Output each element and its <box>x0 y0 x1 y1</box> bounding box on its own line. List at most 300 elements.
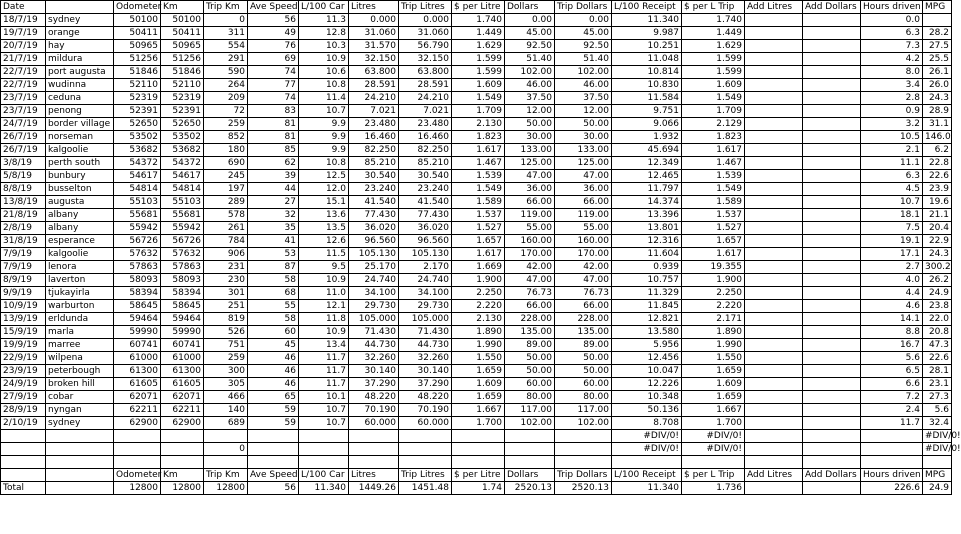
table-cell[interactable]: 230 <box>204 274 248 287</box>
table-cell[interactable]: 50.00 <box>505 365 555 378</box>
table-cell[interactable]: 89.00 <box>505 339 555 352</box>
table-cell[interactable] <box>803 209 861 222</box>
table-cell[interactable]: 2.4 <box>861 404 923 417</box>
table-cell[interactable]: 1.549 <box>452 92 505 105</box>
table-cell[interactable]: 32.260 <box>399 352 452 365</box>
table-cell[interactable]: 71.430 <box>349 326 399 339</box>
table-cell[interactable]: 1.740 <box>682 14 745 27</box>
table-cell[interactable] <box>745 352 803 365</box>
table-cell[interactable]: 6.6 <box>861 378 923 391</box>
table-cell[interactable]: 20/7/19 <box>1 40 46 53</box>
table-cell[interactable]: 1.539 <box>682 170 745 183</box>
table-cell[interactable]: 119.00 <box>505 209 555 222</box>
table-cell[interactable]: 26.2 <box>923 274 952 287</box>
column-header[interactable]: Trip Km <box>204 1 248 14</box>
table-cell[interactable]: 58645 <box>114 300 161 313</box>
total-cell[interactable]: 11.340 <box>299 482 349 495</box>
table-cell[interactable]: 2/10/19 <box>1 417 46 430</box>
table-cell[interactable]: 58394 <box>114 287 161 300</box>
table-cell[interactable]: 52319 <box>114 92 161 105</box>
table-cell[interactable]: 89.00 <box>555 339 612 352</box>
table-cell[interactable]: #DIV/0! <box>923 443 952 456</box>
table-cell[interactable]: 23/7/19 <box>1 92 46 105</box>
table-cell[interactable]: 13.396 <box>612 209 682 222</box>
table-cell[interactable]: 4.5 <box>861 183 923 196</box>
table-cell[interactable]: 22/7/19 <box>1 66 46 79</box>
table-cell[interactable]: 60741 <box>161 339 204 352</box>
column-header[interactable]: Km <box>161 1 204 14</box>
table-cell[interactable]: 1.537 <box>452 209 505 222</box>
table-cell[interactable]: 2.7 <box>861 261 923 274</box>
table-cell[interactable]: 85.210 <box>349 157 399 170</box>
table-cell[interactable]: 117.00 <box>555 404 612 417</box>
table-cell[interactable]: 50.00 <box>505 352 555 365</box>
total-cell[interactable] <box>803 482 861 495</box>
table-cell[interactable]: 77.430 <box>349 209 399 222</box>
table-cell[interactable]: 1.609 <box>452 378 505 391</box>
table-cell[interactable]: 50411 <box>114 27 161 40</box>
table-cell[interactable] <box>745 274 803 287</box>
table-cell[interactable]: 1.449 <box>452 27 505 40</box>
table-cell[interactable]: 56.790 <box>399 40 452 53</box>
table-cell[interactable] <box>803 274 861 287</box>
table-cell[interactable]: 9.751 <box>612 105 682 118</box>
table-cell[interactable]: 52110 <box>114 79 161 92</box>
table-cell[interactable]: 50411 <box>161 27 204 40</box>
table-cell[interactable]: 102.00 <box>505 417 555 430</box>
table-cell[interactable]: 22/7/19 <box>1 79 46 92</box>
table-cell[interactable] <box>745 118 803 131</box>
table-cell[interactable]: 1.599 <box>452 66 505 79</box>
total-cell[interactable]: 226.6 <box>861 482 923 495</box>
column-header[interactable]: Trip Dollars <box>555 469 612 482</box>
table-cell[interactable] <box>803 144 861 157</box>
table-cell[interactable]: 14.1 <box>861 313 923 326</box>
table-cell[interactable] <box>745 14 803 27</box>
table-cell[interactable]: 7.3 <box>861 40 923 53</box>
table-cell[interactable]: 8.8 <box>861 326 923 339</box>
table-cell[interactable]: 62071 <box>114 391 161 404</box>
table-cell[interactable]: 51.40 <box>555 53 612 66</box>
table-cell[interactable] <box>745 183 803 196</box>
column-header[interactable]: Ave Speed <box>248 469 299 482</box>
table-cell[interactable]: wudinna <box>46 79 114 92</box>
table-cell[interactable]: 0.939 <box>612 261 682 274</box>
table-cell[interactable]: 10.3 <box>299 40 349 53</box>
table-cell[interactable]: peterbough <box>46 365 114 378</box>
table-cell[interactable]: 10.8 <box>299 79 349 92</box>
table-cell[interactable]: 81 <box>248 118 299 131</box>
table-cell[interactable]: 70.190 <box>399 404 452 417</box>
table-cell[interactable]: 1.709 <box>682 105 745 118</box>
table-cell[interactable]: penong <box>46 105 114 118</box>
table-cell[interactable]: 57632 <box>114 248 161 261</box>
table-cell[interactable]: 10/9/19 <box>1 300 46 313</box>
table-cell[interactable]: 23/7/19 <box>1 105 46 118</box>
table-cell[interactable]: 1.657 <box>682 235 745 248</box>
table-cell[interactable]: 1.467 <box>682 157 745 170</box>
table-cell[interactable] <box>555 430 612 443</box>
table-cell[interactable]: 1.617 <box>452 144 505 157</box>
total-cell[interactable] <box>46 482 114 495</box>
table-cell[interactable]: 13/8/19 <box>1 196 46 209</box>
table-cell[interactable]: 311 <box>204 27 248 40</box>
table-cell[interactable]: 0.00 <box>505 14 555 27</box>
table-cell[interactable]: 60.000 <box>349 417 399 430</box>
table-cell[interactable]: 1.657 <box>452 235 505 248</box>
table-cell[interactable]: 50.136 <box>612 404 682 417</box>
table-cell[interactable] <box>745 27 803 40</box>
table-cell[interactable]: 63.800 <box>399 66 452 79</box>
table-cell[interactable]: 11.1 <box>861 157 923 170</box>
table-cell[interactable]: 180 <box>204 144 248 157</box>
table-cell[interactable]: 30.140 <box>349 365 399 378</box>
table-cell[interactable] <box>803 417 861 430</box>
table-cell[interactable]: 102.00 <box>505 66 555 79</box>
table-cell[interactable]: 1.617 <box>452 248 505 261</box>
table-cell[interactable]: 62211 <box>161 404 204 417</box>
table-cell[interactable] <box>299 430 349 443</box>
table-cell[interactable]: 245 <box>204 170 248 183</box>
table-cell[interactable]: 102.00 <box>555 417 612 430</box>
table-cell[interactable]: 1.990 <box>682 339 745 352</box>
table-cell[interactable]: 54617 <box>161 170 204 183</box>
table-cell[interactable] <box>1 430 46 443</box>
table-cell[interactable] <box>745 66 803 79</box>
table-cell[interactable] <box>745 222 803 235</box>
table-cell[interactable] <box>505 430 555 443</box>
table-cell[interactable]: port augusta <box>46 66 114 79</box>
table-cell[interactable]: 61605 <box>114 378 161 391</box>
table-cell[interactable]: 1.659 <box>682 365 745 378</box>
table-cell[interactable]: 55103 <box>114 196 161 209</box>
table-cell[interactable]: 45.694 <box>612 144 682 157</box>
table-cell[interactable]: 2.250 <box>682 287 745 300</box>
table-cell[interactable]: 26/7/19 <box>1 131 46 144</box>
table-cell[interactable]: 105.000 <box>349 313 399 326</box>
table-cell[interactable] <box>745 261 803 274</box>
table-cell[interactable]: 45 <box>248 339 299 352</box>
table-cell[interactable]: 11.329 <box>612 287 682 300</box>
table-cell[interactable]: 42.00 <box>555 261 612 274</box>
table-cell[interactable] <box>505 456 555 469</box>
table-cell[interactable]: 10.7 <box>861 196 923 209</box>
table-cell[interactable]: 30.00 <box>505 131 555 144</box>
table-cell[interactable] <box>204 456 248 469</box>
column-header[interactable]: Add Dollars <box>803 1 861 14</box>
table-cell[interactable]: hay <box>46 40 114 53</box>
table-cell[interactable]: 10.8 <box>299 157 349 170</box>
table-cell[interactable]: 66.00 <box>505 300 555 313</box>
table-cell[interactable]: 52650 <box>114 118 161 131</box>
table-cell[interactable]: 66.00 <box>555 300 612 313</box>
table-cell[interactable]: 50.00 <box>505 118 555 131</box>
table-cell[interactable]: 9/9/19 <box>1 287 46 300</box>
table-cell[interactable]: 2.171 <box>682 313 745 326</box>
table-cell[interactable]: 58093 <box>161 274 204 287</box>
table-cell[interactable]: 784 <box>204 235 248 248</box>
table-cell[interactable]: 26.1 <box>923 66 952 79</box>
table-cell[interactable]: 231 <box>204 261 248 274</box>
column-header[interactable]: Trip Km <box>204 469 248 482</box>
table-cell[interactable]: 51256 <box>161 53 204 66</box>
table-cell[interactable]: 54617 <box>114 170 161 183</box>
table-cell[interactable]: 29.730 <box>349 300 399 313</box>
table-cell[interactable]: 1.667 <box>682 404 745 417</box>
table-cell[interactable]: 8.0 <box>861 66 923 79</box>
table-cell[interactable]: 2.170 <box>399 261 452 274</box>
table-cell[interactable]: #DIV/0! <box>682 443 745 456</box>
table-cell[interactable]: 751 <box>204 339 248 352</box>
table-cell[interactable]: marree <box>46 339 114 352</box>
table-cell[interactable]: 28.9 <box>923 105 952 118</box>
table-cell[interactable]: 1.709 <box>452 105 505 118</box>
table-cell[interactable] <box>803 404 861 417</box>
table-cell[interactable]: 22.6 <box>923 352 952 365</box>
table-cell[interactable] <box>861 456 923 469</box>
table-cell[interactable]: 50100 <box>161 14 204 27</box>
table-cell[interactable]: 10.9 <box>299 274 349 287</box>
table-cell[interactable]: 1.629 <box>682 40 745 53</box>
table-cell[interactable]: 11.5 <box>299 248 349 261</box>
table-cell[interactable]: 27/9/19 <box>1 391 46 404</box>
table-cell[interactable]: 52391 <box>114 105 161 118</box>
column-header[interactable]: Add Dollars <box>803 469 861 482</box>
table-cell[interactable]: 10.7 <box>299 105 349 118</box>
table-cell[interactable] <box>803 261 861 274</box>
table-cell[interactable]: 51846 <box>161 66 204 79</box>
table-cell[interactable]: 12.5 <box>299 170 349 183</box>
table-cell[interactable]: 16.7 <box>861 339 923 352</box>
table-cell[interactable] <box>452 443 505 456</box>
column-header[interactable]: L/100 Car <box>299 469 349 482</box>
table-cell[interactable]: 23.240 <box>399 183 452 196</box>
table-cell[interactable]: 37.290 <box>349 378 399 391</box>
table-cell[interactable]: sydney <box>46 417 114 430</box>
table-cell[interactable] <box>114 456 161 469</box>
table-cell[interactable] <box>803 183 861 196</box>
table-cell[interactable]: 4.0 <box>861 274 923 287</box>
table-cell[interactable]: laverton <box>46 274 114 287</box>
table-cell[interactable]: 23.480 <box>399 118 452 131</box>
table-cell[interactable]: 52110 <box>161 79 204 92</box>
table-cell[interactable]: 58394 <box>161 287 204 300</box>
total-cell[interactable]: 1.736 <box>682 482 745 495</box>
table-cell[interactable] <box>452 456 505 469</box>
table-cell[interactable]: #DIV/0! <box>682 430 745 443</box>
table-cell[interactable]: 50.00 <box>555 118 612 131</box>
table-cell[interactable]: 57632 <box>161 248 204 261</box>
table-cell[interactable]: 1.890 <box>452 326 505 339</box>
total-cell[interactable]: Total <box>1 482 46 495</box>
table-cell[interactable]: 56726 <box>161 235 204 248</box>
table-cell[interactable] <box>745 456 803 469</box>
table-cell[interactable] <box>803 430 861 443</box>
table-cell[interactable]: 11.604 <box>612 248 682 261</box>
table-cell[interactable] <box>114 443 161 456</box>
table-cell[interactable]: 21/8/19 <box>1 209 46 222</box>
table-cell[interactable]: 209 <box>204 92 248 105</box>
table-cell[interactable]: #DIV/0! <box>923 430 952 443</box>
table-cell[interactable]: 71.430 <box>399 326 452 339</box>
table-cell[interactable]: 30.540 <box>399 170 452 183</box>
table-cell[interactable]: 60.000 <box>399 417 452 430</box>
table-cell[interactable] <box>161 456 204 469</box>
table-cell[interactable]: 36.00 <box>555 183 612 196</box>
table-cell[interactable] <box>399 430 452 443</box>
table-cell[interactable]: 55.00 <box>555 222 612 235</box>
table-cell[interactable]: 52650 <box>161 118 204 131</box>
table-cell[interactable]: 22.8 <box>923 157 952 170</box>
table-cell[interactable]: 92.50 <box>505 40 555 53</box>
total-cell[interactable]: 12800 <box>114 482 161 495</box>
table-cell[interactable] <box>923 14 952 27</box>
table-cell[interactable]: 1.823 <box>452 131 505 144</box>
table-cell[interactable] <box>803 27 861 40</box>
table-cell[interactable] <box>745 209 803 222</box>
table-cell[interactable]: 24.210 <box>349 92 399 105</box>
table-cell[interactable] <box>803 391 861 404</box>
table-cell[interactable]: 24.3 <box>923 248 952 261</box>
table-cell[interactable] <box>745 417 803 430</box>
table-cell[interactable]: 76 <box>248 40 299 53</box>
table-cell[interactable]: 60.00 <box>555 378 612 391</box>
table-cell[interactable] <box>349 456 399 469</box>
table-cell[interactable]: 96.560 <box>399 235 452 248</box>
column-header[interactable]: L/100 Car <box>299 1 349 14</box>
table-cell[interactable] <box>803 170 861 183</box>
table-cell[interactable] <box>803 248 861 261</box>
table-cell[interactable]: 44.730 <box>349 339 399 352</box>
table-cell[interactable]: 3/8/19 <box>1 157 46 170</box>
table-cell[interactable]: 0 <box>204 443 248 456</box>
table-cell[interactable]: 2.220 <box>452 300 505 313</box>
table-cell[interactable]: 27 <box>248 196 299 209</box>
table-cell[interactable]: 0.9 <box>861 105 923 118</box>
table-cell[interactable]: 10.6 <box>299 66 349 79</box>
table-cell[interactable]: 55681 <box>161 209 204 222</box>
table-cell[interactable] <box>745 300 803 313</box>
table-cell[interactable]: 160.00 <box>555 235 612 248</box>
total-cell[interactable]: 1449.26 <box>349 482 399 495</box>
table-cell[interactable]: 259 <box>204 118 248 131</box>
table-cell[interactable]: 41.540 <box>399 196 452 209</box>
table-cell[interactable]: 23.9 <box>923 183 952 196</box>
table-cell[interactable]: 2.129 <box>682 118 745 131</box>
table-cell[interactable]: broken hill <box>46 378 114 391</box>
table-cell[interactable]: 4.6 <box>861 300 923 313</box>
table-cell[interactable]: 12.00 <box>505 105 555 118</box>
table-cell[interactable]: 12.316 <box>612 235 682 248</box>
column-header[interactable]: Ave Speed <box>248 1 299 14</box>
table-cell[interactable] <box>803 53 861 66</box>
table-cell[interactable]: 82.250 <box>349 144 399 157</box>
table-cell[interactable]: 32.150 <box>349 53 399 66</box>
table-cell[interactable]: 70.190 <box>349 404 399 417</box>
table-cell[interactable] <box>46 456 114 469</box>
table-cell[interactable] <box>452 430 505 443</box>
table-cell[interactable] <box>745 196 803 209</box>
column-header[interactable]: Add Litres <box>745 469 803 482</box>
table-cell[interactable]: 53682 <box>114 144 161 157</box>
table-cell[interactable]: 28.591 <box>349 79 399 92</box>
table-cell[interactable] <box>248 430 299 443</box>
table-cell[interactable]: 5/8/19 <box>1 170 46 183</box>
table-cell[interactable]: 80.00 <box>505 391 555 404</box>
table-cell[interactable]: 31.570 <box>349 40 399 53</box>
table-cell[interactable] <box>745 157 803 170</box>
table-cell[interactable]: 1.609 <box>682 378 745 391</box>
table-cell[interactable]: 65 <box>248 391 299 404</box>
table-cell[interactable]: 146.0 <box>923 131 952 144</box>
total-cell[interactable]: 1451.48 <box>399 482 452 495</box>
table-cell[interactable] <box>682 456 745 469</box>
table-cell[interactable]: busselton <box>46 183 114 196</box>
table-cell[interactable]: 2.130 <box>452 118 505 131</box>
table-cell[interactable]: 1.629 <box>452 40 505 53</box>
table-cell[interactable]: 7.021 <box>399 105 452 118</box>
table-cell[interactable]: 9.5 <box>299 261 349 274</box>
table-cell[interactable]: 23/9/19 <box>1 365 46 378</box>
table-cell[interactable]: 59 <box>248 404 299 417</box>
table-cell[interactable]: 55942 <box>114 222 161 235</box>
column-header[interactable]: MPG <box>923 469 952 482</box>
table-cell[interactable]: 1.740 <box>452 14 505 27</box>
column-header[interactable]: L/100 Receipt <box>612 469 682 482</box>
table-cell[interactable]: 12.00 <box>555 105 612 118</box>
table-cell[interactable]: 22.9 <box>923 235 952 248</box>
table-cell[interactable]: 54372 <box>114 157 161 170</box>
table-cell[interactable]: 5.956 <box>612 339 682 352</box>
table-cell[interactable]: 60.00 <box>505 378 555 391</box>
table-cell[interactable] <box>745 248 803 261</box>
table-cell[interactable]: 1.527 <box>452 222 505 235</box>
table-cell[interactable]: 55681 <box>114 209 161 222</box>
table-cell[interactable] <box>803 300 861 313</box>
table-cell[interactable]: 56726 <box>114 235 161 248</box>
table-cell[interactable] <box>399 443 452 456</box>
table-cell[interactable]: 11.845 <box>612 300 682 313</box>
table-cell[interactable] <box>745 235 803 248</box>
table-cell[interactable]: 197 <box>204 183 248 196</box>
table-cell[interactable]: 15/9/19 <box>1 326 46 339</box>
table-cell[interactable] <box>803 443 861 456</box>
table-cell[interactable]: 54814 <box>161 183 204 196</box>
table-cell[interactable] <box>745 92 803 105</box>
table-cell[interactable] <box>745 365 803 378</box>
table-cell[interactable] <box>505 443 555 456</box>
column-header[interactable]: Odometer <box>114 1 161 14</box>
table-cell[interactable]: 1.599 <box>682 66 745 79</box>
table-cell[interactable]: 9.987 <box>612 27 682 40</box>
total-cell[interactable]: 24.9 <box>923 482 952 495</box>
table-cell[interactable]: 1.467 <box>452 157 505 170</box>
table-cell[interactable]: lenora <box>46 261 114 274</box>
table-cell[interactable]: 9.9 <box>299 144 349 157</box>
table-cell[interactable]: 1.589 <box>682 196 745 209</box>
table-cell[interactable]: 55.00 <box>505 222 555 235</box>
table-cell[interactable]: 300 <box>204 365 248 378</box>
table-cell[interactable]: 0.00 <box>555 14 612 27</box>
table-cell[interactable]: 30.540 <box>349 170 399 183</box>
table-cell[interactable]: 54814 <box>114 183 161 196</box>
table-cell[interactable]: 27.3 <box>923 391 952 404</box>
table-cell[interactable]: 305 <box>204 378 248 391</box>
table-cell[interactable]: 52391 <box>161 105 204 118</box>
table-cell[interactable]: 48.220 <box>349 391 399 404</box>
table-cell[interactable]: 13.5 <box>299 222 349 235</box>
table-cell[interactable]: 13.4 <box>299 339 349 352</box>
